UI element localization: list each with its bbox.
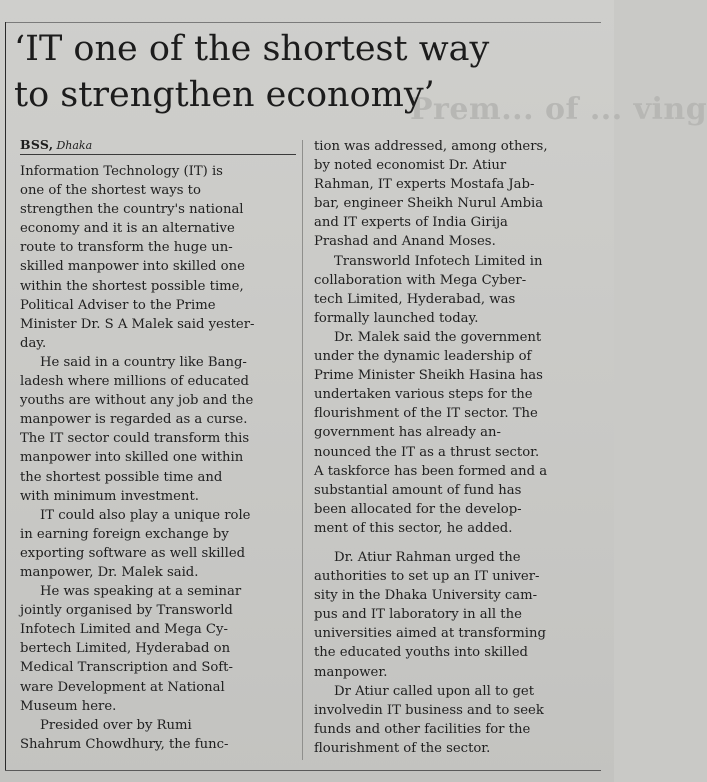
byline-agency: BSS, (20, 137, 54, 152)
text-line: economy and it is an alternative (20, 221, 235, 237)
text-line: Information Technology (IT) is (20, 164, 223, 179)
byline (20, 136, 296, 155)
text-line: funds and other facilities for the (314, 721, 531, 737)
article-column-2 (314, 137, 588, 758)
text-line: Dr Atiur called upon all to get (334, 683, 535, 699)
frame-bottom-rule (5, 770, 601, 771)
text-line: government has already an- (314, 425, 501, 441)
text-line: collaboration with Mega Cyber- (314, 272, 527, 288)
text-line: under the dynamic leadership of (314, 349, 532, 365)
text-line: Rahman, IT experts Mostafa Jab- (314, 177, 535, 193)
text-line: jointly organised by Transworld (20, 603, 233, 619)
text-line: bertech Limited, Hyderabad on (20, 641, 231, 657)
article-headline (14, 26, 604, 118)
text-line: Prashad and Anand Moses. (314, 234, 496, 250)
text-line: Political Adviser to the Prime (20, 297, 216, 313)
text-line: A taskforce has been formed and a (314, 463, 548, 479)
text-line: Museum here. (20, 698, 117, 714)
text-line: pus and IT laboratory in all the (314, 607, 522, 623)
text-line: involvedin IT business and to seek (314, 702, 544, 718)
text-line: universities aimed at transforming (314, 626, 546, 642)
paragraph-gap (314, 538, 588, 548)
text-line: manpower. (314, 664, 388, 680)
text-line: Minister Dr. S A Malek said yester- (20, 316, 255, 332)
text-line: nounced the IT as a thrust sector. (314, 444, 540, 460)
byline-place: Dhaka (56, 139, 93, 152)
text-line: flourishment of the sector. (314, 740, 491, 756)
text-line: the educated youths into skilled (314, 645, 528, 661)
headline-line-1: ‘IT one of the shortest way (14, 29, 490, 69)
text-line: skilled manpower into skilled one (20, 259, 245, 275)
text-line: route to transform the huge un- (20, 240, 233, 256)
text-line: ladesh where millions of educated (20, 374, 249, 390)
frame-left-rule (5, 22, 6, 770)
text-line: tech Limited, Hyderabad, was (314, 291, 516, 307)
text-line: and IT experts of India Girija (314, 215, 508, 231)
text-line: manpower is regarded as a curse. (20, 412, 248, 428)
text-line: tion was addressed, among others, (314, 139, 548, 154)
text-line: Prime Minister Sheikh Hasina has (314, 368, 543, 384)
text-line: day. (20, 335, 47, 351)
text-line: in earning foreign exchange by (20, 526, 229, 542)
text-line: exporting software as well skilled (20, 545, 246, 561)
text-line: one of the shortest ways to (20, 183, 201, 199)
text-line: flourishment of the IT sector. The (314, 406, 538, 422)
text-line: formally launched today. (314, 310, 479, 326)
text-line: Shahrum Chowdhury, the func- (20, 736, 229, 752)
frame-top-rule (5, 22, 601, 23)
text-line: sity in the Dhaka University cam- (314, 588, 538, 604)
text-line: Dr. Atiur Rahman urged the (334, 549, 521, 565)
text-line: strengthen the country's national (20, 202, 244, 218)
text-line: substantial amount of fund has (314, 482, 522, 498)
text-line: bar, engineer Sheikh Nurul Ambia (314, 196, 544, 212)
text-line: Presided over by Rumi (40, 717, 192, 733)
text-line: Infotech Limited and Mega Cy- (20, 622, 228, 638)
headline-line-2: to strengthen economy’ (14, 75, 435, 115)
text-line: Dr. Malek said the government (334, 329, 542, 345)
bleed-through-text: Prem... of ... ving (410, 92, 707, 127)
text-line: ment of this sector, he added. (314, 520, 513, 536)
text-line: ware Development at National (20, 679, 225, 695)
text-line: Medical Transcription and Soft- (20, 660, 233, 676)
text-line: by noted economist Dr. Atiur (314, 158, 507, 174)
text-line: The IT sector could transform this (20, 431, 250, 447)
text-line: Transworld Infotech Limited in (334, 253, 543, 269)
text-line: manpower into skilled one within (20, 450, 244, 466)
text-line: manpower, Dr. Malek said. (20, 564, 199, 580)
text-line: the shortest possible time and (20, 469, 223, 485)
column-divider (302, 140, 303, 760)
text-line: He said in a country like Bang- (40, 354, 247, 370)
text-line: IT could also play a unique role (40, 507, 251, 523)
text-line: with minimum investment. (20, 488, 199, 504)
text-line: undertaken various steps for the (314, 387, 533, 403)
text-line: authorities to set up an IT univer- (314, 569, 540, 585)
article-column-1 (20, 162, 294, 754)
text-line: been allocated for the develop- (314, 501, 522, 517)
text-line: youths are without any job and the (20, 393, 254, 409)
text-line: within the shortest possible time, (20, 278, 244, 294)
text-line: He was speaking at a seminar (40, 584, 242, 600)
